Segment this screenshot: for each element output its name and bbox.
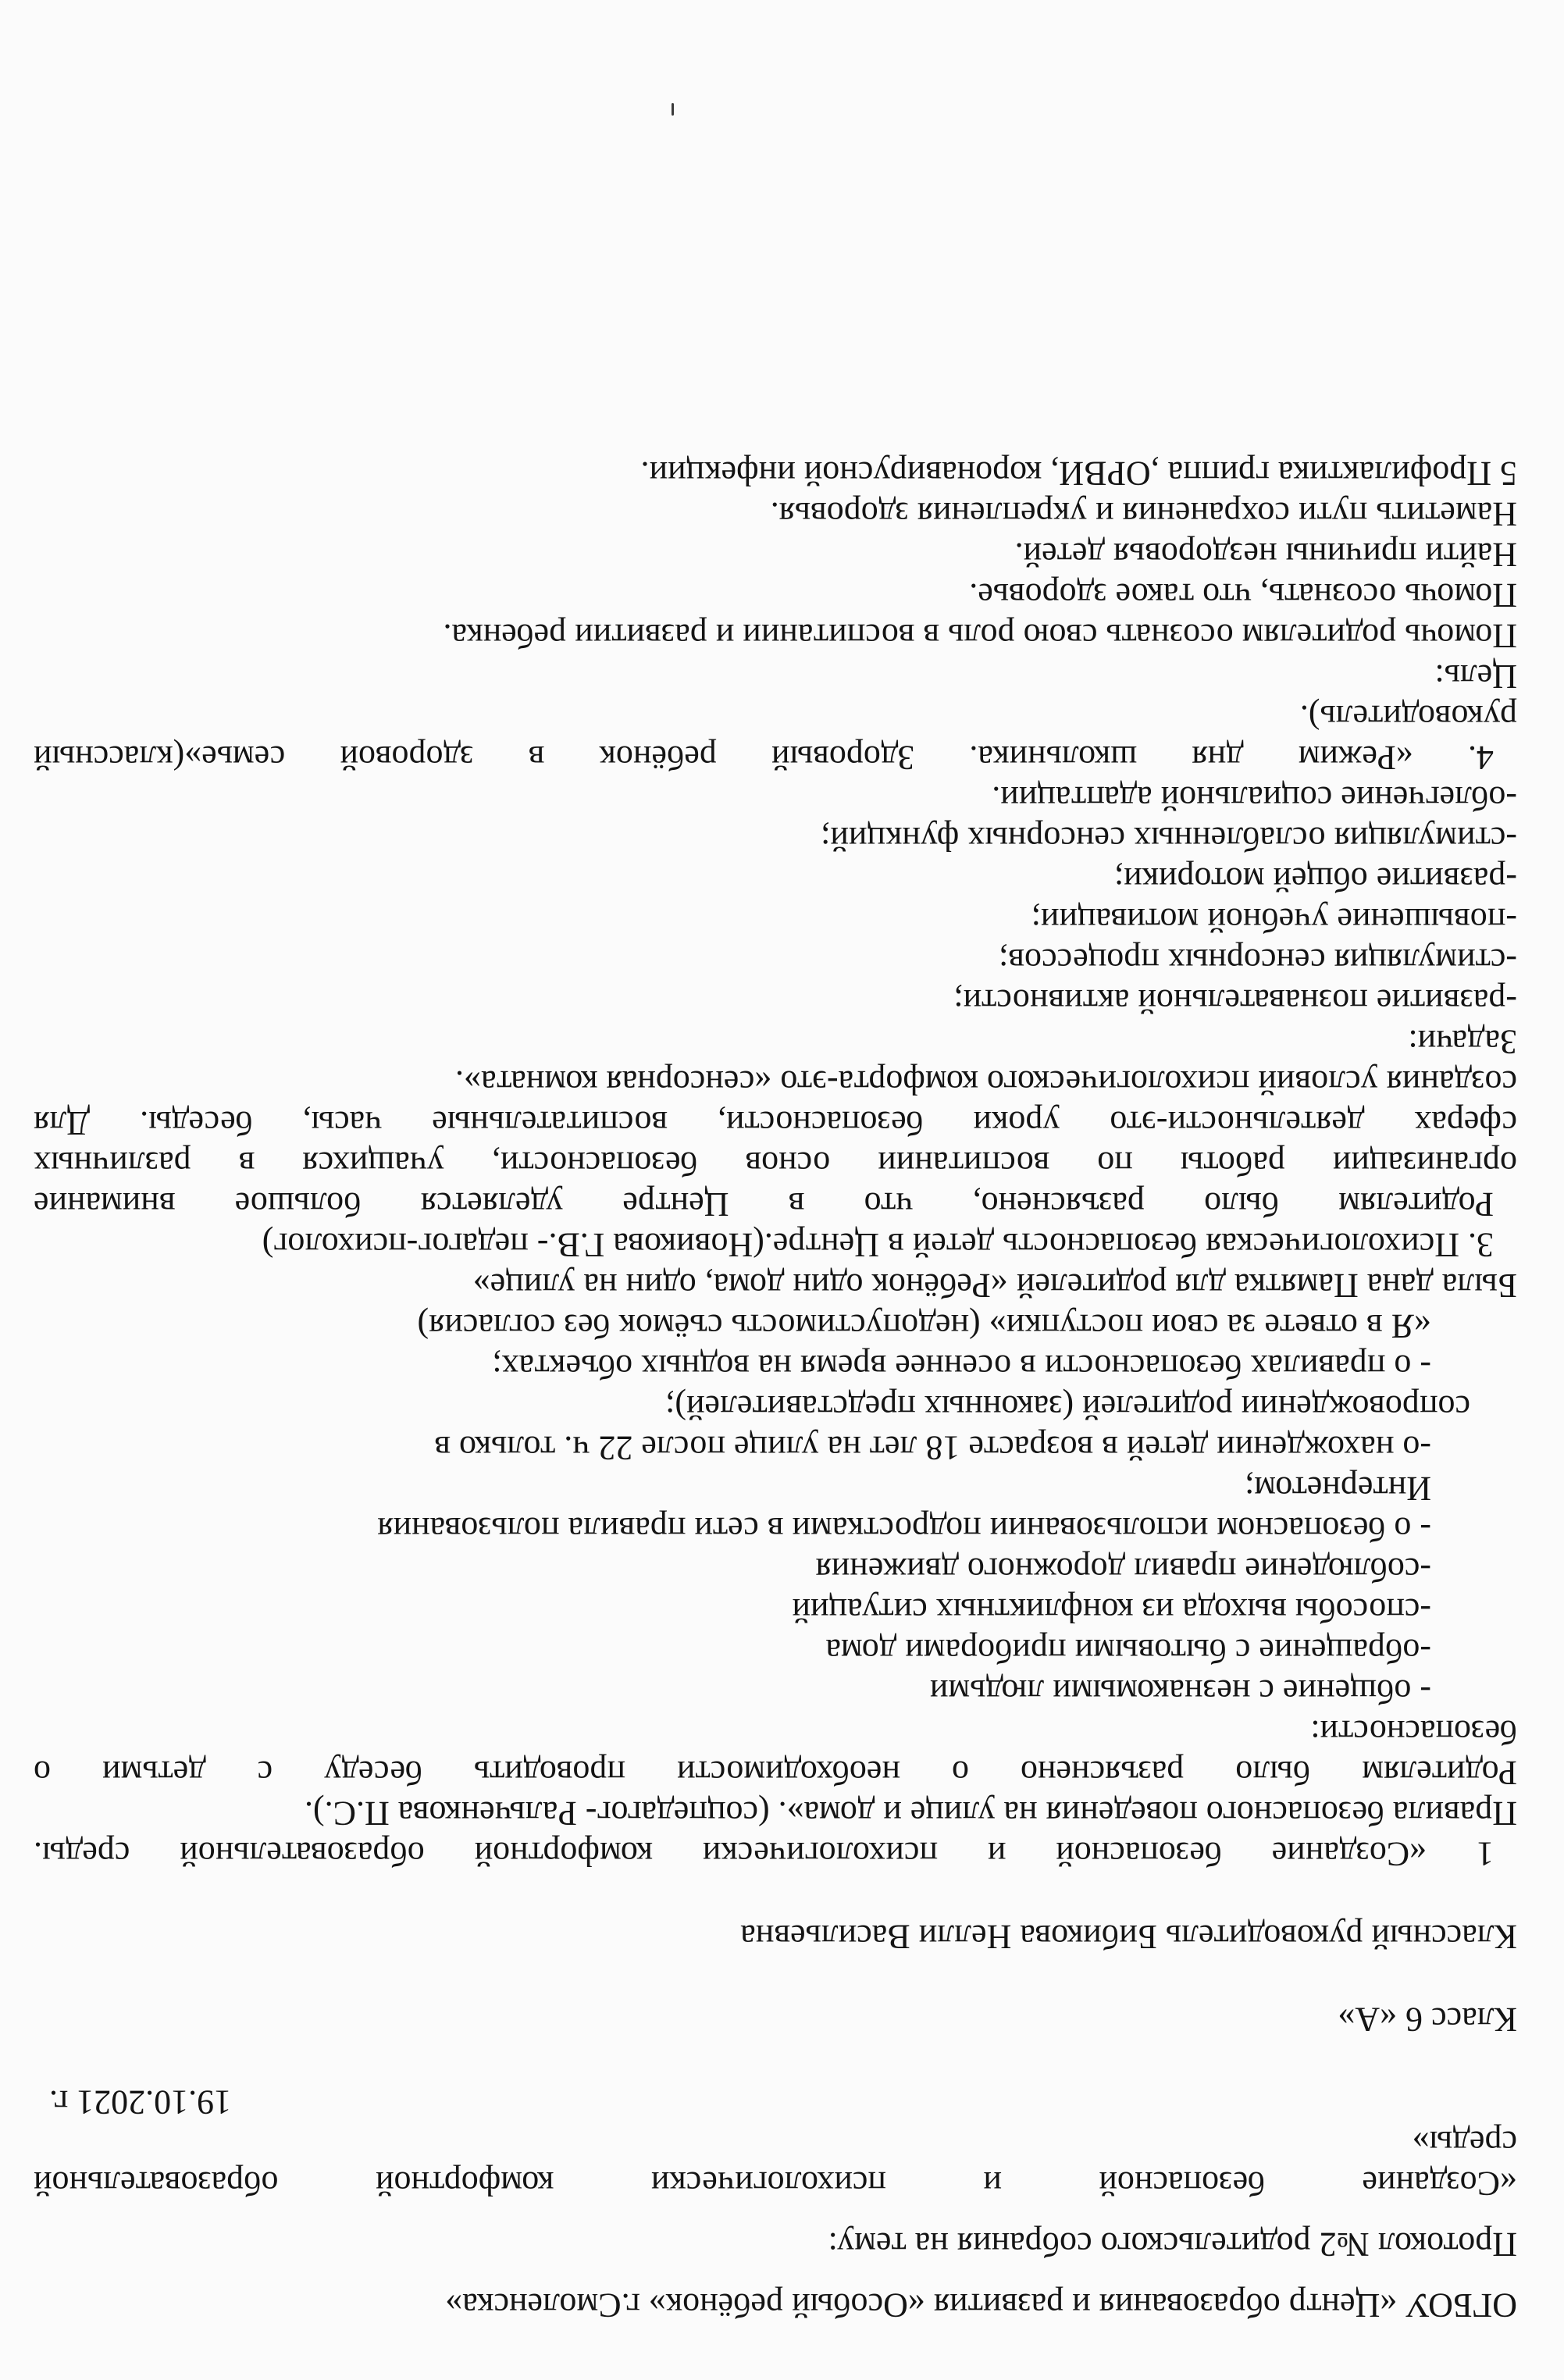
meeting-topic-line-1: «Создание безопасной и психологически комфортной образовательной <box>34 2164 1517 2203</box>
goal-item: Найти причины нездоровья детей. <box>1014 536 1517 574</box>
safety-item: - о безопасном использовании подростками в сети правила пользования <box>377 1510 1431 1548</box>
section-1-intro-line-1: Родителям было разъяснено о необходимости проводить беседу с детьми о <box>34 1754 1517 1792</box>
safety-item: -о нахождении детей в возрасте 18 лет на улице после 22 ч. только в <box>434 1429 1431 1467</box>
safety-item: - общение с незнакомыми людьми <box>929 1673 1431 1711</box>
protocol-title: Протокол №2 родительского собрания на тему: <box>828 2225 1517 2264</box>
section-1-title-line-1: 1 «Создание безопасной и психологически комфортной образовательной среды. <box>34 1835 1494 1873</box>
goal-label: Цель: <box>1434 657 1517 696</box>
task-item: -облегчение социальной адаптации. <box>992 779 1517 818</box>
section-4-title-line-2: руководитель). <box>1299 698 1517 736</box>
section-3-paragraph-line: сферах деятельности-это уроки безопасности, воспитательные часы, беседы. Для <box>34 1104 1517 1142</box>
section-3-paragraph-line: организации работы по воспитании основ безопасности, учащихся в различных <box>34 1145 1517 1183</box>
goal-item: 5 Профилактика гриппа ,ОРВИ, коронавирусной инфекции. <box>640 454 1517 493</box>
protocol-document <box>34 453 1517 2325</box>
safety-item: - о правилах безопасности в осеннее время на водных объектах; <box>492 1348 1431 1386</box>
task-item: -развитие общей моторики; <box>1113 860 1517 899</box>
safety-item: -соблюдение правил дорожного движения <box>815 1551 1431 1589</box>
section-4-title-line-1: 4. «Режим дня школьника. Здоровый ребёнок в здоровой семье»(классный <box>34 739 1494 777</box>
section-3-paragraph-line: Родителям было разъяснено, что в Центре уделяется большое внимание <box>34 1185 1494 1224</box>
tasks-label: Задачи: <box>1408 1023 1517 1061</box>
pen-mark <box>672 103 674 116</box>
meeting-topic-line-2: среды» <box>1412 2124 1517 2162</box>
safety-item: -способы выхода из конфликтных ситуаций <box>792 1591 1431 1630</box>
section-3-paragraph-line: создания условий психологического комфорта-это «сенсорная комната». <box>455 1064 1517 1102</box>
memo-line: Была дана Памятка для родителей «Ребёнок один дома, один на улице» <box>472 1267 1517 1305</box>
task-item: -стимуляция сенсорных процессов; <box>999 942 1517 980</box>
goal-item: Помочь осознать, что такое здоровье. <box>969 576 1517 615</box>
class-teacher: Классный руководитель Бибикова Нелли Васильевна <box>740 1918 1517 1956</box>
class-label: Класс 6 «А» <box>1338 2001 1517 2039</box>
organization-line: ОГБОУ «Центр образования и развития «Особый ребёнок» г.Смоленска» <box>445 2286 1517 2325</box>
safety-item: сопровождении родителей (законных представителей); <box>665 1388 1470 1427</box>
section-3-title: 3. Психологическая безопасность детей в Центре.(Новикова Г.В.- педагог-психолог) <box>262 1226 1494 1264</box>
safety-item: -обращение с бытовыми приборами дома <box>825 1632 1431 1670</box>
safety-item: Интернетом; <box>1244 1470 1431 1508</box>
task-item: -стимуляция ослабленных сенсорных функций; <box>821 820 1517 858</box>
section-1-intro-line-2: безопасности: <box>1310 1713 1517 1751</box>
task-item: -развитие познавательной активности; <box>953 982 1517 1021</box>
section-1-title-line-2: Правила безопасного поведения на улице и дома». (соцпедагог- Ральченкова П.С.). <box>304 1794 1517 1833</box>
meeting-date: 19.10.2021 г. <box>49 2083 232 2122</box>
goal-item: Наметить пути сохранения и укрепления здоровья. <box>770 495 1517 533</box>
goal-item: Помочь родителям осознать свою роль в воспитании и развитии ребенка. <box>443 617 1517 655</box>
task-item: -повышение учебной мотивации; <box>1031 901 1517 939</box>
safety-item: «Я в ответе за свои поступки» (недопустимость съёмок без согласия) <box>417 1307 1431 1345</box>
